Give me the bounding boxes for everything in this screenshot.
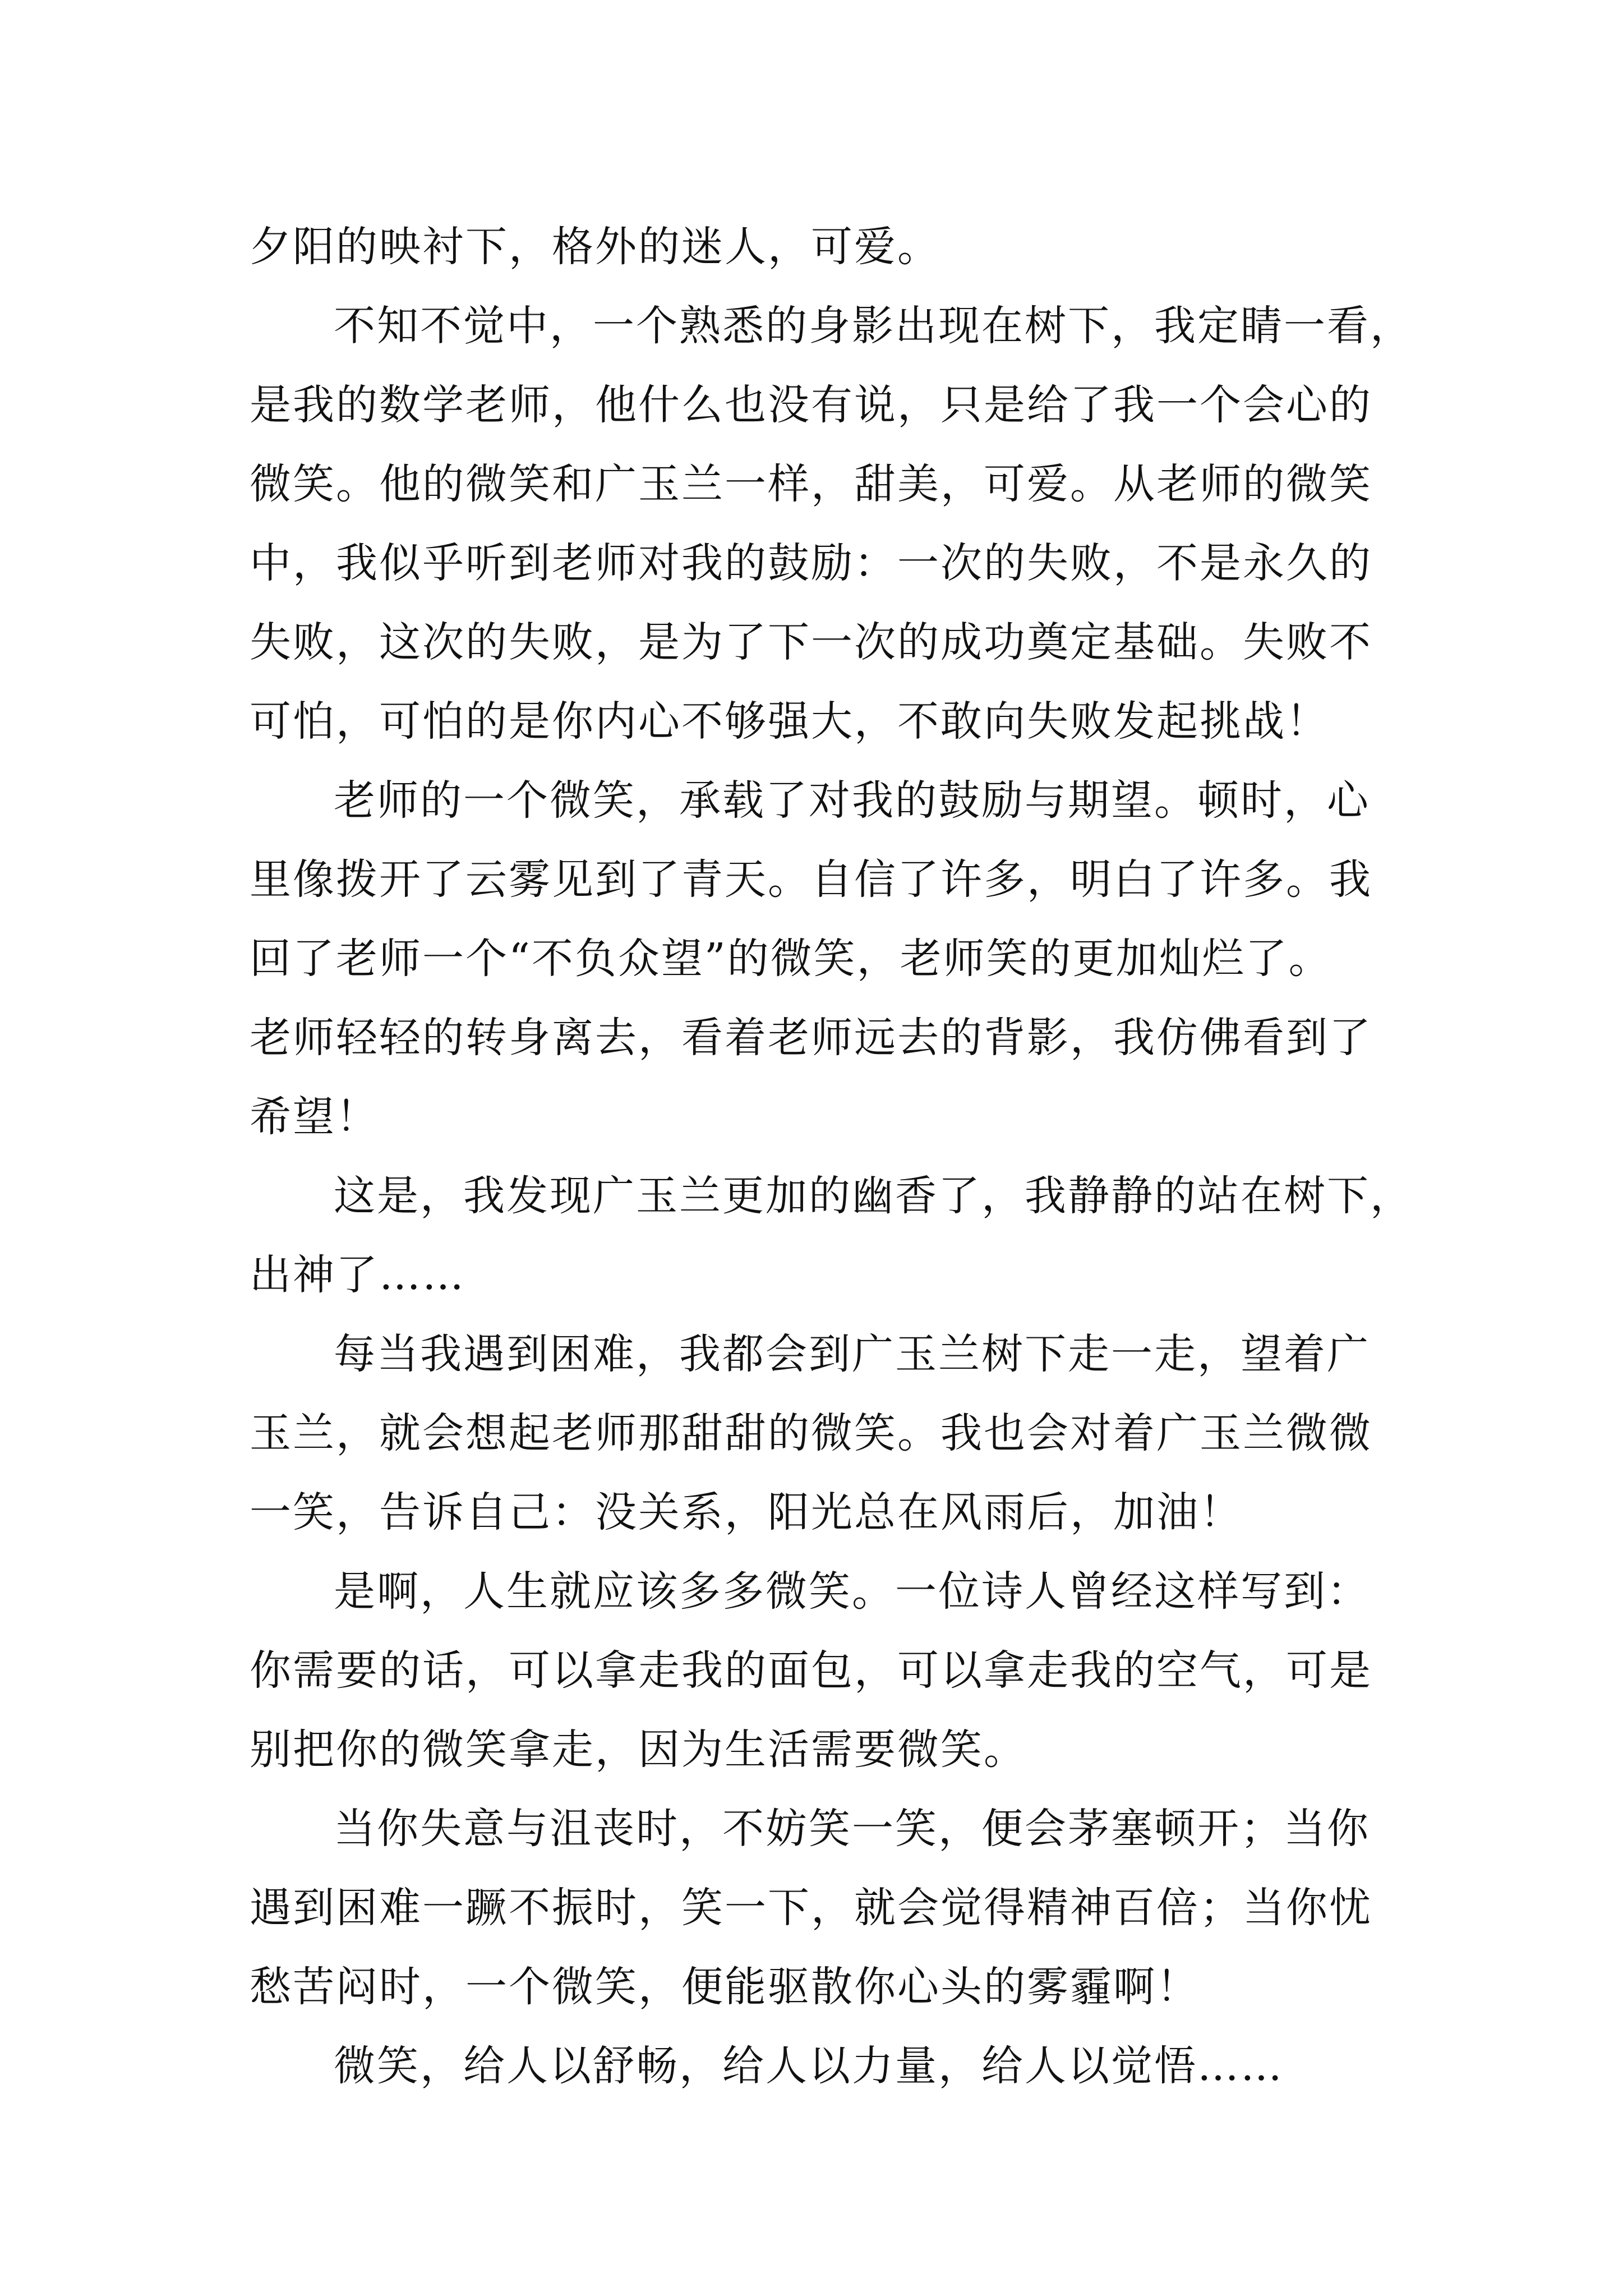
text-line: 出神了…… xyxy=(250,1251,465,1299)
body-text xyxy=(250,208,1422,2106)
text-line: 别把你的微笑拿走，因为生活需要微笑。 xyxy=(250,1726,1027,1774)
text-line: 不知不觉中，一个熟悉的身影出现在树下，我定睛一看， xyxy=(334,302,1413,350)
text-line: 微笑，给人以舒畅，给人以力量，给人以觉悟…… xyxy=(334,2042,1284,2090)
text-line: 中，我似乎听到老师对我的鼓励：一次的失败，不是永久的 xyxy=(250,539,1372,587)
text-line: 里像拨开了云雾见到了青天。自信了许多，明白了许多。我 xyxy=(250,855,1372,904)
text-line: 愁苦闷时，一个微笑，便能驱散你心头的雾霾啊！ xyxy=(250,1963,1200,2011)
text-line: 微笑。他的微笑和广玉兰一样，甜美，可爱。从老师的微笑 xyxy=(250,460,1372,508)
text-line: 回了老师一个“不负众望”的微笑，老师笑的更加灿烂了。 xyxy=(250,935,1332,983)
text-line: 玉兰，就会想起老师那甜甜的微笑。我也会对着广玉兰微微 xyxy=(250,1409,1372,1457)
text-line: 是我的数学老师，他什么也没有说，只是给了我一个会心的 xyxy=(250,381,1372,429)
text-line: 是啊，人生就应该多多微笑。一位诗人曾经这样写到： xyxy=(334,1567,1370,1616)
text-line: 每当我遇到困难，我都会到广玉兰树下走一走，望着广 xyxy=(334,1330,1370,1378)
text-line: 当你失意与沮丧时，不妨笑一笑，便会茅塞顿开；当你 xyxy=(334,1805,1370,1853)
text-line: 老师的一个微笑，承载了对我的鼓励与期望。顿时，心 xyxy=(334,776,1370,825)
text-line: 老师轻轻的转身离去，看着老师远去的背影，我仿佛看到了 xyxy=(250,1014,1372,1062)
text-line: 这是，我发现广玉兰更加的幽香了，我静静的站在树下， xyxy=(334,1172,1413,1220)
text-line: 夕阳的映衬下，格外的迷人，可爱。 xyxy=(250,223,940,271)
text-line: 一笑，告诉自己：没关系，阳光总在风雨后，加油！ xyxy=(250,1488,1243,1536)
text-line: 希望！ xyxy=(250,1093,379,1141)
text-line: 你需要的话，可以拿走我的面包，可以拿走我的空气，可是 xyxy=(250,1646,1372,1695)
text-line: 失败，这次的失败，是为了下一次的成功奠定基础。失败不 xyxy=(250,618,1372,666)
text-line: 可怕，可怕的是你内心不够强大，不敢向失败发起挑战！ xyxy=(250,697,1329,746)
text-line: 遇到困难一蹶不振时，笑一下，就会觉得精神百倍；当你忧 xyxy=(250,1884,1372,1932)
